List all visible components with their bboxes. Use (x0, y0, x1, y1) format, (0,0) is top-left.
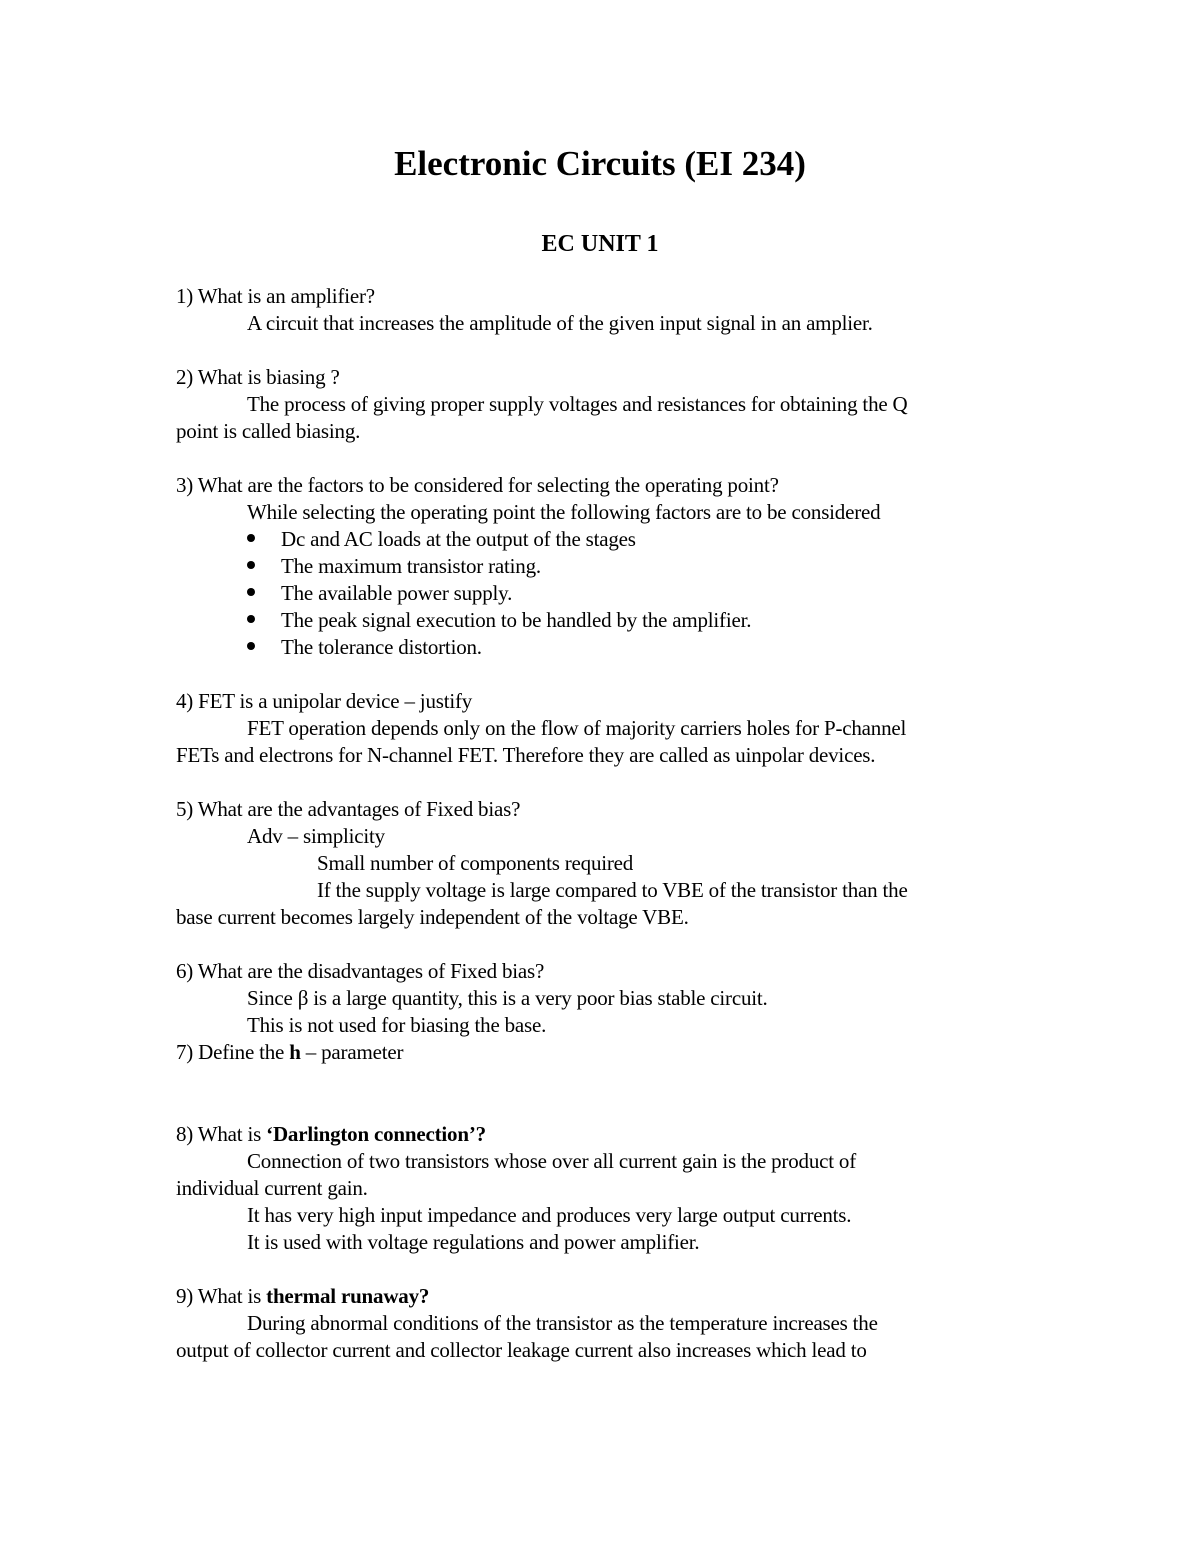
q8-answer-line2: individual current gain. (176, 1176, 368, 1200)
q3-intro: While selecting the operating point the following factors are to be considered (247, 500, 881, 524)
q1-question: 1) What is an amplifier? (176, 284, 375, 308)
q4-answer-line2: FETs and electrons for N-channel FET. Therefore they are called as uinpolar devices. (176, 743, 876, 767)
q7-question-suffix: – parameter (300, 1040, 404, 1064)
q8-question-prefix: 8) What is (176, 1122, 267, 1146)
q5-question: 5) What are the advantages of Fixed bias? (176, 797, 521, 821)
q9-question-prefix: 9) What is (176, 1284, 267, 1308)
q6-answer-line2: This is not used for biasing the base. (247, 1013, 547, 1037)
q3-question: 3) What are the factors to be considered for selecting the operating point? (176, 473, 779, 497)
q7-question-prefix: 7) Define the (176, 1040, 290, 1064)
q3-bullet-item: The tolerance distortion. (281, 635, 482, 659)
q2-answer-line1: The process of giving proper supply voltages and resistances for obtaining the Q (247, 392, 908, 416)
q8-question-bold: ‘Darlington connection’? (266, 1122, 486, 1146)
q6-question: 6) What are the disadvantages of Fixed bias? (176, 959, 545, 983)
q4-question: 4) FET is a unipolar device – justify (176, 689, 473, 713)
q3-bullet-item: Dc and AC loads at the output of the stages (281, 527, 636, 551)
q8-answer-line4: It is used with voltage regulations and power amplifier. (247, 1230, 700, 1254)
q5-point2-line2: base current becomes largely independent of the voltage VBE. (176, 905, 689, 929)
q8-answer-line3: It has very high input impedance and produces very large output currents. (247, 1203, 852, 1227)
document-title: Electronic Circuits (EI 234) (394, 144, 806, 183)
q8-question (176, 1121, 486, 1148)
q3-bullet-item: The maximum transistor rating. (281, 554, 541, 578)
q9-answer-line1: During abnormal conditions of the transistor as the temperature increases the (247, 1311, 878, 1335)
q5-point2-line1: If the supply voltage is large compared to VBE of the transistor than the (317, 878, 908, 902)
bullet-marker (247, 615, 255, 623)
q3-bullet-item: The peak signal execution to be handled by the amplifier. (281, 608, 752, 632)
q2-answer-line2: point is called biasing. (176, 419, 361, 443)
bullet-marker (247, 588, 255, 596)
q7-question-bold: h (289, 1040, 301, 1064)
q8-answer-line1: Connection of two transistors whose over all current gain is the product of (247, 1149, 857, 1173)
q4-answer-line1: FET operation depends only on the flow of majority carriers holes for P-channel (247, 716, 907, 740)
q1-answer: A circuit that increases the amplitude of the given input signal in an amplier. (247, 311, 873, 335)
q5-adv-label: Adv – simplicity (247, 824, 385, 848)
q9-question (176, 1283, 429, 1310)
q6-answer-line1: Since β is a large quantity, this is a very poor bias stable circuit. (247, 986, 768, 1010)
bullet-marker (247, 534, 255, 542)
q5-point1: Small number of components required (317, 851, 634, 875)
q2-question: 2) What is biasing ? (176, 365, 340, 389)
q9-answer-line2: output of collector current and collector leakage current also increases which lead to (176, 1338, 867, 1362)
bullet-marker (247, 561, 255, 569)
q3-bullet-item: The available power supply. (281, 581, 513, 605)
unit-heading: EC UNIT 1 (541, 231, 659, 257)
bullet-marker (247, 642, 255, 650)
q9-question-bold: thermal runaway? (266, 1284, 430, 1308)
q7-question (176, 1039, 403, 1066)
